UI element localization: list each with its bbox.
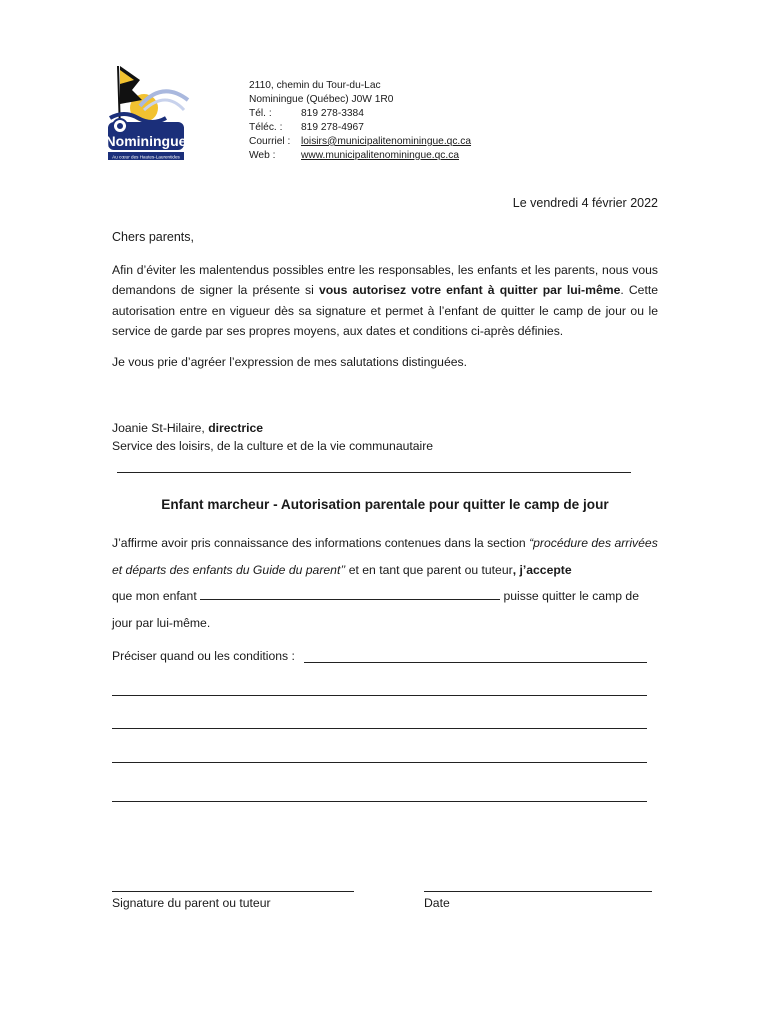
child-name-field[interactable] [200, 587, 500, 600]
phone-label: Tél. : [249, 107, 272, 119]
date-label: Date [424, 896, 450, 910]
phone-row [249, 107, 471, 121]
form-text-accept: , j’accepte [512, 562, 572, 577]
email-link[interactable]: loisirs@municipalitenominingue.qc.ca [301, 135, 472, 147]
conditions-field-line[interactable] [112, 801, 647, 802]
form-text-child-prefix: que mon enfant [112, 589, 201, 603]
address-line-1: 2110, chemin du Tour-du-Lac [249, 80, 381, 91]
email-row [249, 135, 471, 149]
logo-tagline: Au cœur des Hautes-Laurentides [112, 154, 180, 160]
intro-text-a: Afin d’éviter les malentendus possibles entre les responsables, les enfants et les parents, nous vous demandons de signer la présente si [112, 263, 658, 298]
parent-signature-field[interactable] [112, 891, 354, 892]
fax-value: 819 278-4967 [301, 121, 364, 133]
signer-service: Service des loisirs, de la culture et de la vie communautaire [112, 438, 434, 453]
intro-paragraph [112, 260, 658, 341]
signer-title: directrice [208, 421, 264, 435]
conditions-field-line[interactable] [112, 762, 647, 763]
form-text-1: J’affirme avoir pris connaissance des informations contenues dans la section [112, 536, 530, 550]
conditions-field-line[interactable] [112, 695, 647, 696]
date-field[interactable] [424, 891, 652, 892]
contact-block [249, 79, 471, 162]
fax-row [249, 121, 471, 135]
form-text-2: et en tant que parent ou tuteur [345, 562, 513, 577]
web-link[interactable]: www.municipalitenominingue.qc.ca [301, 149, 459, 161]
email-label: Courriel : [249, 135, 291, 147]
intro-text-bold: vous autorisez votre enfant à quitter par lui-même [318, 283, 621, 298]
form-text-child-suffix: puisse quitter le camp de jour par lui-même. [112, 589, 639, 630]
phone-value: 819 278-3384 [301, 107, 364, 119]
web-row [249, 149, 471, 163]
web-label: Web : [249, 149, 276, 161]
intro-text-b: . Cette autorisation entre en vigueur dès sa signature et permet à l’enfant de quitter le camp de jour ou le service de garde par ses propres moyens, aux dates et conditions ci-après définies. [112, 283, 658, 338]
signer-block [112, 420, 433, 455]
closing-line: Je vous prie d’agréer l’expression de mes salutations distinguées. [112, 355, 467, 369]
conditions-label: Préciser quand ou les conditions : [112, 649, 295, 663]
conditions-field-line[interactable] [304, 662, 647, 663]
greeting: Chers parents, [112, 230, 194, 244]
letter-date: Le vendredi 4 février 2022 [512, 196, 658, 210]
conditions-field-line[interactable] [112, 728, 647, 729]
fax-label: Téléc. : [249, 121, 283, 133]
signature-label: Signature du parent ou tuteur [112, 896, 271, 910]
address-line-2: Nominingue (Québec) J0W 1R0 [249, 93, 394, 105]
logo-wordmark: Nominingue [105, 133, 187, 149]
section-divider [117, 472, 631, 473]
signer-line [112, 420, 433, 438]
form-text-italic: “procédure des arrivées et départs des enfants du Guide du parent’’ [112, 536, 658, 577]
form-body [112, 530, 658, 636]
signer-name: Joanie St-Hilaire, [112, 421, 209, 435]
municipality-logo [104, 60, 192, 164]
form-title: Enfant marcheur - Autorisation parentale pour quitter le camp de jour [161, 497, 609, 512]
